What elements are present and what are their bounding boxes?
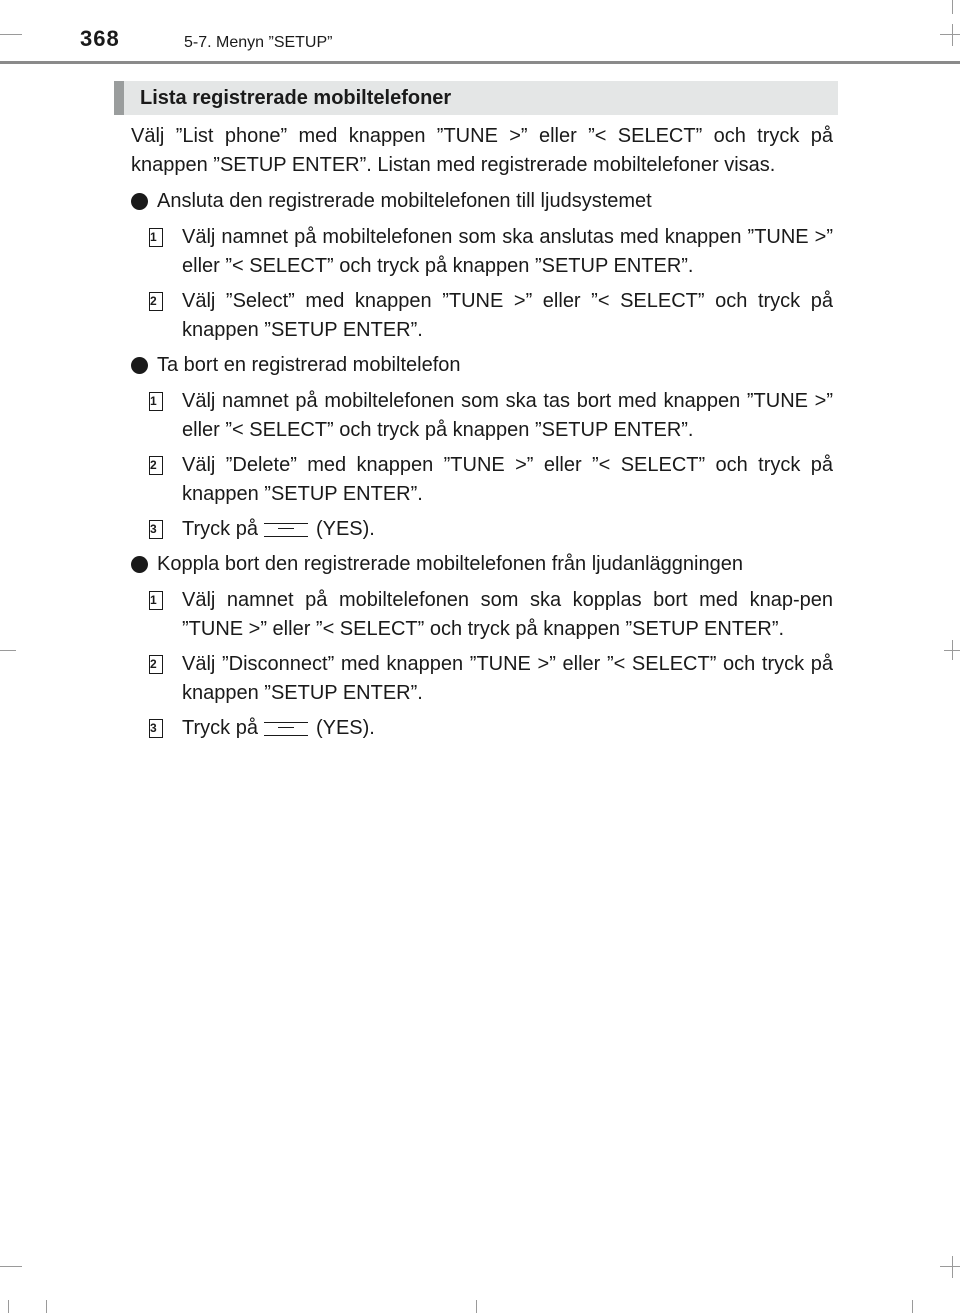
step-number: 3 — [149, 520, 163, 539]
crop-mark — [0, 1266, 22, 1267]
header-rule — [0, 61, 960, 64]
bullet-icon — [131, 357, 148, 374]
crop-mark — [8, 1300, 9, 1313]
bullet-heading — [131, 187, 833, 216]
bullet-icon — [131, 193, 148, 210]
step-text: Välj ”Delete” med knappen ”TUNE >” eller ”< SELECT” och tryck på knappen ”SETUP ENTER”. — [182, 454, 833, 505]
crop-mark — [476, 1300, 477, 1313]
step-number: 1 — [149, 228, 163, 247]
step-text-suffix: (YES). — [315, 518, 375, 540]
step-number: 1 — [149, 392, 163, 411]
crop-mark — [46, 1300, 47, 1313]
step — [131, 650, 833, 708]
content — [131, 122, 833, 749]
bullet-text: Ansluta den registrerade mobiltelefonen till ljudsystemet — [157, 190, 652, 212]
bullet-heading — [131, 550, 833, 579]
crop-mark — [952, 1256, 953, 1278]
page-number: 368 — [80, 26, 120, 51]
step-number: 2 — [149, 456, 163, 475]
crop-mark — [912, 1300, 913, 1313]
step-number: 1 — [149, 591, 163, 610]
step-number: 2 — [149, 655, 163, 674]
title-bar — [114, 81, 838, 115]
bullet-heading — [131, 351, 833, 380]
bullet-text: Ta bort en registrerad mobiltelefon — [157, 354, 461, 376]
step — [131, 714, 833, 743]
crop-mark — [952, 24, 953, 46]
step-number: 3 — [149, 719, 163, 738]
crop-mark — [940, 34, 960, 35]
step-text: Välj namnet på mobiltelefonen som ska kopplas bort med knap-pen ”TUNE >” eller ”< SELECT” och tryck på knappen ”SETUP ENTER”. — [182, 589, 833, 640]
step-text-suffix: (YES). — [315, 717, 375, 739]
intro-paragraph: Välj ”List phone” med knappen ”TUNE >” eller ”< SELECT” och tryck på knappen ”SETUP ENTER”. Listan med registrerade mobiltelefoner visas. — [131, 125, 833, 176]
step — [131, 451, 833, 509]
step-text: Välj namnet på mobiltelefonen som ska tas bort med knappen ”TUNE >” eller ”< SELECT” och tryck på knappen ”SETUP ENTER”. — [182, 390, 833, 441]
step — [131, 586, 833, 644]
crop-mark — [940, 1266, 960, 1267]
crop-mark — [0, 650, 16, 651]
step — [131, 387, 833, 445]
crop-mark — [0, 34, 22, 35]
step-text-prefix: Tryck på — [182, 717, 258, 739]
crop-mark — [952, 640, 953, 660]
bullet-icon — [131, 556, 148, 573]
step-text: Välj ”Disconnect” med knappen ”TUNE >” eller ”< SELECT” och tryck på knappen ”SETUP ENTER”. — [182, 653, 833, 704]
section-heading: 5-7. Menyn ”SETUP” — [184, 34, 333, 51]
step-text-prefix: Tryck på — [182, 518, 258, 540]
step — [131, 287, 833, 345]
step-text: Välj ”Select” med knappen ”TUNE >” eller ”< SELECT” och tryck på knappen ”SETUP ENTER”. — [182, 290, 833, 341]
step — [131, 223, 833, 281]
step-number: 2 — [149, 292, 163, 311]
step-text: Välj namnet på mobiltelefonen som ska anslutas med knappen ”TUNE >” eller ”< SELECT” och tryck på knappen ”SETUP ENTER”. — [182, 226, 833, 277]
step — [131, 515, 833, 544]
title-bar-text: Lista registrerade mobiltelefoner — [140, 87, 452, 109]
bullet-text: Koppla bort den registrerade mobiltelefonen från ljudanläggningen — [157, 553, 743, 575]
preset-button-1-icon — [264, 722, 308, 736]
preset-button-1-icon — [264, 523, 308, 537]
crop-mark — [952, 0, 953, 14]
